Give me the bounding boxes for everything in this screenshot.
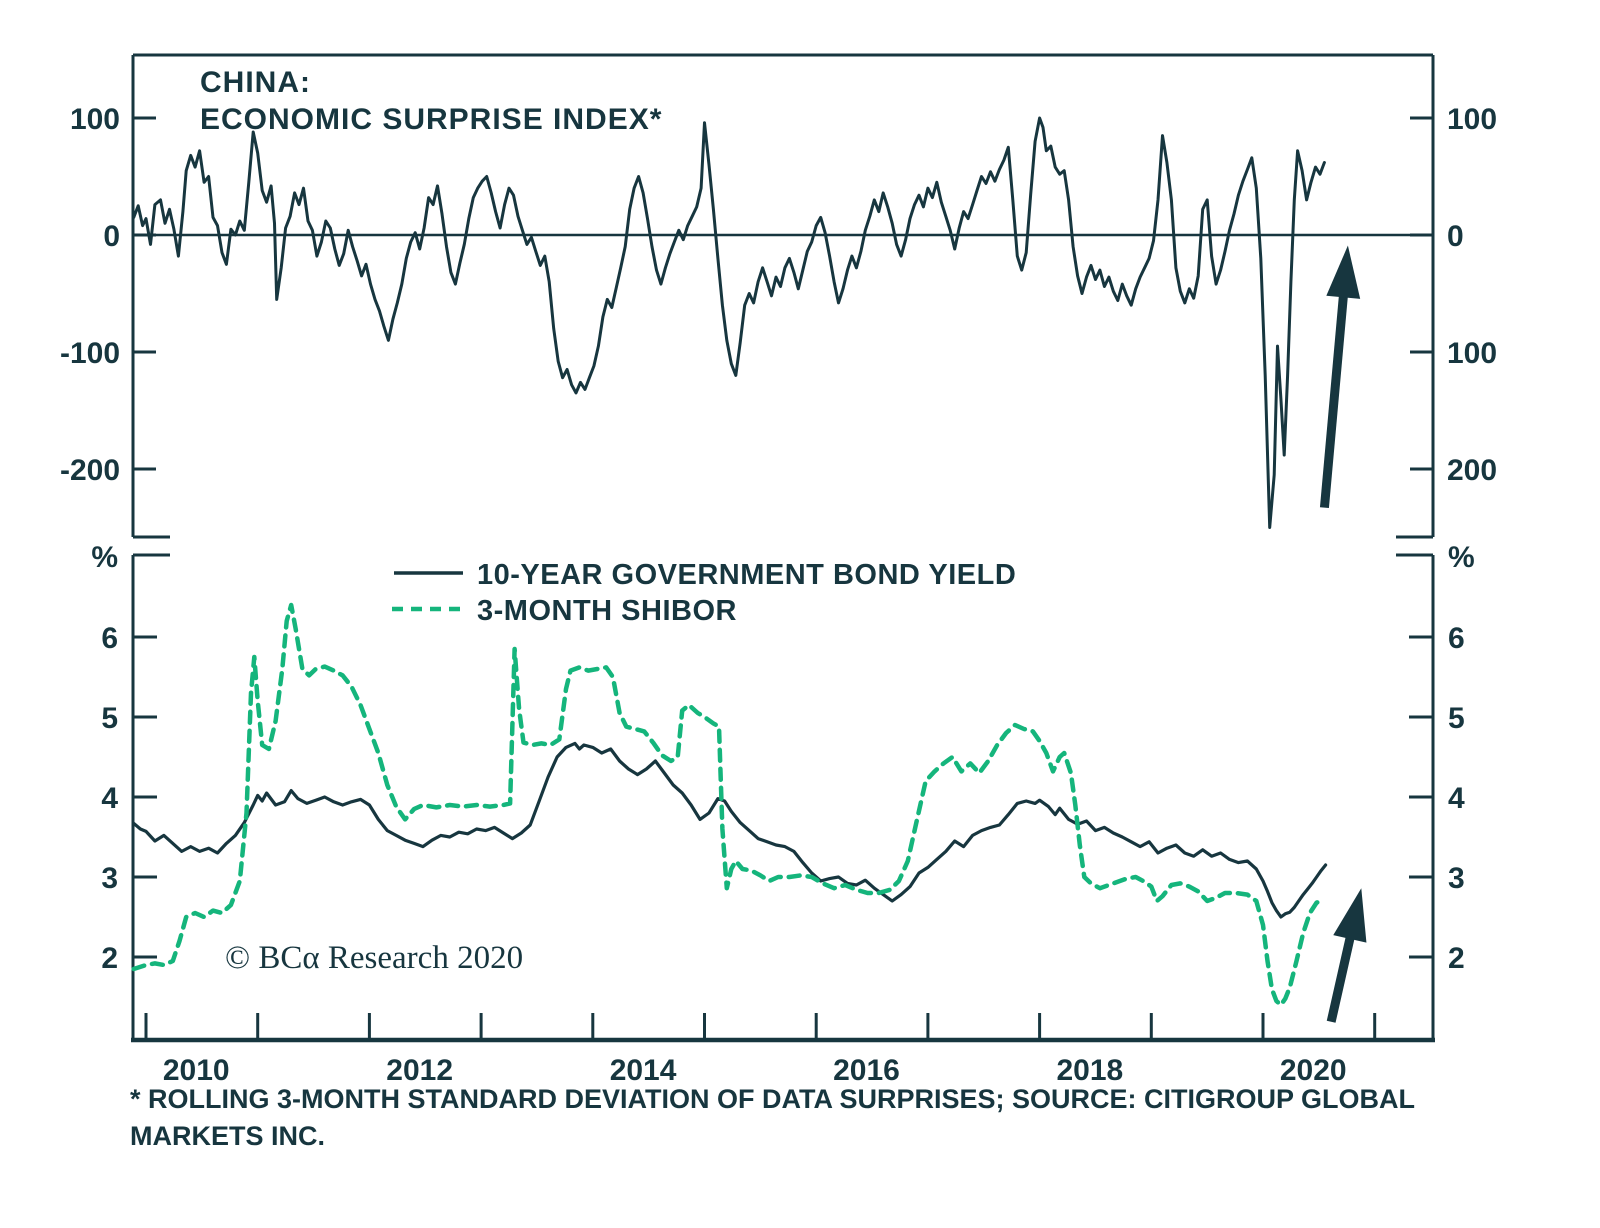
tick-label: 100 [1447, 103, 1498, 136]
x-axis-labels [163, 1054, 1347, 1087]
legend [392, 559, 1016, 627]
arrow-head [1326, 246, 1360, 299]
tick-label: 2014 [609, 1054, 677, 1087]
x-axis-ticks [146, 1013, 1375, 1040]
tick-label: % [1448, 541, 1475, 574]
footnote-line1: * ROLLING 3-MONTH STANDARD DEVIATION OF DATA SURPRISES; SOURCE: CITIGROUP GLOBAL [130, 1084, 1416, 1114]
tick-label: 4 [101, 782, 118, 815]
bottom-panel-y-ticks [91, 541, 1474, 975]
tick-label: 4 [1448, 782, 1465, 815]
bond-yield-line [134, 743, 1326, 917]
copyright-text: © BCα Research 2020 [225, 940, 524, 976]
footnote [130, 1084, 1415, 1151]
tick-label: 200 [1447, 454, 1498, 487]
tick-label: 100 [1447, 337, 1498, 370]
arrow-shaft [1331, 931, 1351, 1022]
bottom-panel [91, 541, 1474, 1087]
tick-label: 5 [101, 702, 118, 735]
tick-label: 0 [103, 220, 120, 253]
up-arrow-top-panel [1324, 246, 1360, 508]
arrow-head [1333, 888, 1366, 942]
tick-label: 100 [69, 103, 120, 136]
tick-label: 5 [1448, 702, 1465, 735]
tick-label: 6 [101, 622, 118, 655]
tick-label: 3 [101, 862, 118, 895]
tick-label: -100 [59, 337, 120, 370]
chart-title-line2: ECONOMIC SURPRISE INDEX* [200, 103, 663, 136]
tick-label: 2012 [386, 1054, 454, 1087]
arrow-shaft [1324, 289, 1344, 507]
tick-label: -200 [59, 454, 120, 487]
tick-label: 2016 [833, 1054, 900, 1087]
tick-label: 6 [1448, 622, 1465, 655]
tick-label: % [91, 541, 118, 574]
footnote-line2: MARKETS INC. [130, 1121, 325, 1151]
tick-label: 2 [1448, 942, 1465, 975]
tick-label: 3 [1448, 862, 1465, 895]
tick-label: 2020 [1279, 1054, 1347, 1087]
chart-title-line1: CHINA: [200, 66, 311, 99]
tick-label: 2010 [162, 1054, 230, 1087]
economic-surprise-index-line [134, 118, 1325, 528]
tick-label: 2018 [1056, 1054, 1124, 1087]
up-arrow-bottom-panel [1331, 888, 1366, 1022]
shibor-legend-label: 3-MONTH SHIBOR [477, 595, 737, 627]
tick-label: 2 [101, 942, 118, 975]
tick-label: 0 [1447, 220, 1464, 253]
bond-yield-legend-label: 10-YEAR GOVERNMENT BOND YIELD [477, 559, 1017, 591]
top-panel [60, 55, 1497, 537]
